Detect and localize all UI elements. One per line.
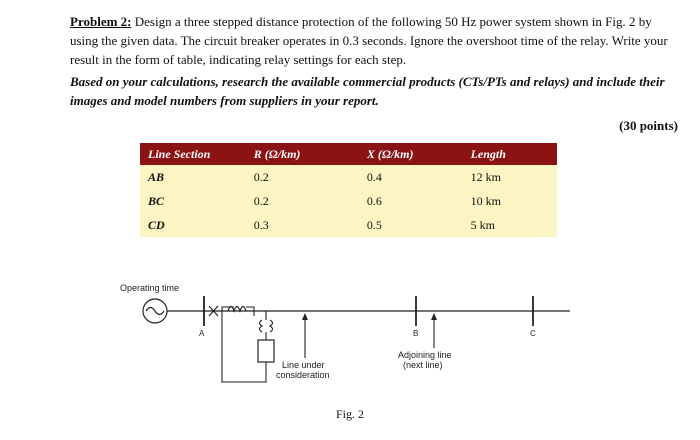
header-line-section: Line Section [140, 143, 244, 165]
adjoining-line-text-1: Adjoining line [398, 350, 452, 360]
table-header-row [140, 143, 557, 165]
table-row [140, 213, 557, 237]
relay-icon [258, 340, 274, 362]
bus-c-label: C [530, 329, 536, 338]
cell-length: 5 km [463, 213, 557, 237]
table-row [140, 165, 557, 189]
figure-caption: Fig. 2 [335, 407, 364, 421]
problem-label: Problem 2: [70, 14, 132, 29]
header-r: R (Ω/km) [244, 143, 359, 165]
adjoining-line-arrow [431, 313, 437, 348]
power-system-diagram [0, 270, 700, 400]
header-length: Length [463, 143, 557, 165]
cell-length: 12 km [463, 165, 557, 189]
cell-x: 0.5 [359, 213, 463, 237]
cell-r: 0.2 [244, 165, 359, 189]
cell-section: CD [140, 213, 244, 237]
bus-b-label: B [413, 329, 419, 338]
research-instruction: Based on your calculations, research the available commercial products (CTs/PTs and relays) and include their images and model numbers from suppliers in your report. [70, 74, 665, 108]
line-under-consideration-text-1: Line under [282, 360, 325, 370]
adjoining-line-text-2: (next line) [403, 360, 443, 370]
header-x: X (Ω/km) [359, 143, 463, 165]
cell-section: AB [140, 165, 244, 189]
generator-icon [143, 299, 167, 323]
cell-r: 0.2 [244, 189, 359, 213]
cell-section: BC [140, 189, 244, 213]
cell-x: 0.4 [359, 165, 463, 189]
potential-transformer-icon [260, 311, 273, 340]
problem-text: Design a three stepped distance protection of the following 50 Hz power system shown in Fig. 2 by using the given data. The circuit breaker operates in 0.3 seconds. Ignore the overshoot time of the relay. Write your result in the form of table, indicating relay settings for each step. [70, 14, 668, 67]
line-data-table [140, 143, 557, 237]
bus-a-label: A [199, 329, 205, 338]
operating-time-label: Operating time [120, 283, 180, 293]
line-under-consideration-arrow [302, 313, 308, 358]
cell-x: 0.6 [359, 189, 463, 213]
line-under-consideration-text-2: consideration [276, 370, 330, 380]
points-label: (30 points) [619, 118, 678, 133]
problem-statement [70, 12, 680, 69]
cell-r: 0.3 [244, 213, 359, 237]
table-row [140, 189, 557, 213]
cell-length: 10 km [463, 189, 557, 213]
